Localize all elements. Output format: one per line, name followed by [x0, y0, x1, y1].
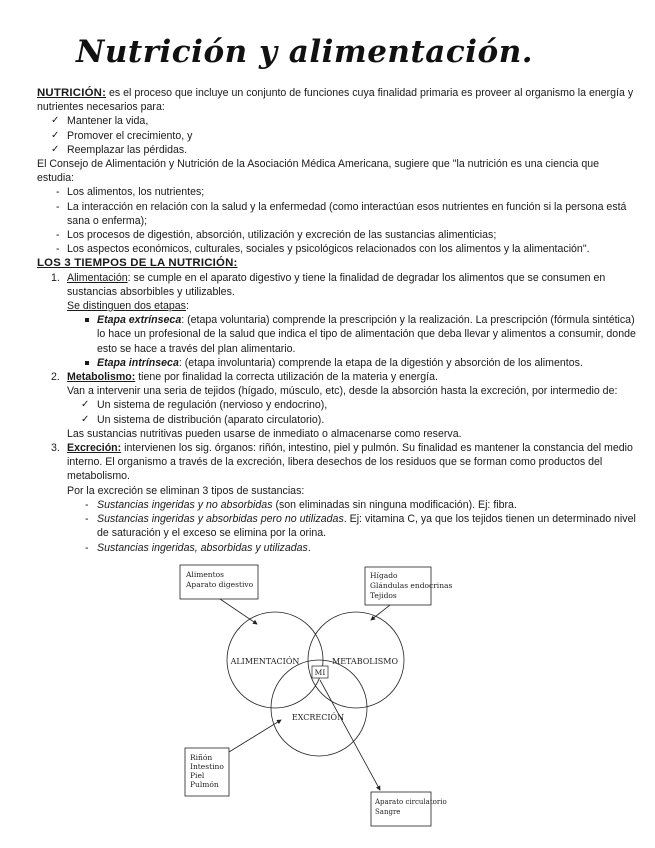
tiempos-heading: LOS 3 TIEMPOS DE LA NUTRICIÓN: [37, 257, 238, 270]
stages-heading-text: Se distinguen dos etapas [67, 300, 186, 313]
stage-text: : (etapa voluntaria) comprende la prescripción y la realización. La prescripción (fórmula sintética) lo hace un profesional de la salud que indica el tipo de alimentación que deba llevar y alimentos a consumir, donde esto se hace a través del plan alimentario. [97, 314, 636, 355]
excrecion-text [67, 441, 637, 484]
metabolismo-term: Metabolismo: [67, 371, 136, 384]
nutricion-definition: es el proceso que incluye un conjunto de funciones cuya finalidad primaria es proveer al organismo la energía y nutrientes necesarios para: [37, 87, 634, 114]
box-text: Piel [190, 771, 205, 780]
stages-heading-colon: : [185, 300, 189, 313]
alimentacion-term: Alimentación [67, 271, 128, 284]
list-number: 3. [51, 442, 60, 455]
systems-list [67, 398, 637, 426]
excrecion-description: intervienen los sig. órganos: riñón, intestino, piel y pulmón. Su finalidad es mantener la constancia del medio interno. El organismo a través de la excreción, libera desechos de los residuos que se forman como productos del metabolismo. [67, 442, 633, 483]
list-item: ✓ Promover el crecimiento, y [37, 129, 637, 143]
type-text: . [307, 541, 311, 554]
label-excrecion: EXCRECIÓN [291, 713, 345, 722]
center-label: MI [314, 668, 326, 677]
metabolismo-description: tiene por finalidad la correcta utilización de la materia y energía. [135, 371, 438, 384]
stage-term: Etapa intrínseca [97, 356, 179, 369]
box-text: Riñón [190, 753, 213, 762]
arrow-bottom-right [320, 680, 380, 790]
tiempo-alimentacion [37, 271, 637, 370]
list-number: 1. [51, 271, 60, 284]
purposes-list [37, 114, 637, 157]
list-item [67, 512, 637, 540]
box-text: Intestino [190, 762, 224, 771]
tiempo-metabolismo [37, 370, 637, 441]
arrow-top-left [220, 599, 257, 624]
list-item: ✓ Un sistema de distribución (aparato circulatorio). [67, 413, 637, 427]
list-item: ✓ Un sistema de regulación (nervioso y endocrino), [67, 398, 637, 412]
arrow-bottom-left [229, 720, 281, 752]
box-text: Alimentos [186, 570, 224, 579]
box-text: Tejidos [370, 591, 397, 600]
box-text: Sangre [375, 808, 401, 816]
tiempos-list [37, 271, 637, 555]
list-item: ✓ Mantener la vida, [37, 114, 637, 128]
list-item: - La interacción en relación con la salud y la enfermedad (como interactúan esos nutrientes en función si la persona está sana o enferma); [37, 200, 637, 228]
label-alimentacion: ALIMENTACIÓN [230, 657, 300, 666]
alimentacion-description: : se cumple en el aparato digestivo y tiene la finalidad de degradar los alimentos que se consumen en sustancias absorbibles y utilizables. [67, 271, 606, 298]
type-text: (son eliminadas sin ninguna modificación). Ej: fibra. [272, 498, 517, 511]
arrow-top-right [371, 605, 390, 620]
list-item: - Los alimentos, los nutrientes; [37, 185, 637, 199]
list-item: - Los procesos de digestión, absorción, utilización y excreción de las sustancias alimenticias; [37, 228, 637, 242]
metabolismo-intro: Van a intervenir una seria de tejidos (hígado, músculo, etc), desde la absorción hasta la excreción, por intermedio de: [67, 385, 618, 398]
stages-heading [67, 299, 637, 313]
document-body [37, 86, 637, 555]
type-text: . Ej: vitamina C, ya que los tejidos tienen un determinado nivel de saturación y el exceso se elimina por la orina. [97, 513, 636, 540]
metabolismo-text [67, 370, 637, 384]
box-text: Glándulas endocrinas [370, 581, 453, 590]
type-term: Sustancias ingeridas, absorbidas y utilizadas [97, 541, 308, 554]
box-text: Pulmón [190, 780, 219, 789]
list-item [67, 356, 637, 370]
studies-list [37, 185, 637, 256]
excrecion-term: Excreción: [67, 442, 122, 455]
stages-list [67, 313, 637, 370]
type-term: Sustancias ingeridas y no absorbidas [97, 498, 273, 511]
box-text: Aparato digestivo [186, 580, 254, 589]
list-item [67, 498, 637, 512]
box-text: Aparato circulatorio [375, 798, 447, 806]
page-title: Nutrición y alimentación. [76, 34, 534, 70]
excrecion-intro: Por la excreción se eliminan 3 tipos de sustancias: [67, 484, 305, 497]
list-item [67, 313, 637, 356]
nutricion-heading: NUTRICIÓN: [37, 87, 107, 99]
alimentacion-text [67, 271, 637, 299]
nutricion-paragraph [37, 86, 637, 114]
type-term: Sustancias ingeridas y absorbidas pero no utilizadas [97, 513, 344, 526]
list-number: 2. [51, 371, 60, 384]
list-item: ✓ Reemplazar las pérdidas. [37, 143, 637, 157]
metabolismo-note: Las sustancias nutritivas pueden usarse de inmediato o almacenarse como reserva. [67, 427, 462, 440]
types-list [67, 498, 637, 555]
tiempo-excrecion [37, 441, 637, 555]
box-text: Hígado [370, 571, 398, 580]
consejo-paragraph: El Consejo de Alimentación y Nutrición de la Asociación Médica Americana, sugiere que "la nutrición es una ciencia que estudia: [37, 158, 600, 185]
stage-text: : (etapa involuntaria) comprende la etapa de la digestión y absorción de los alimentos. [178, 356, 583, 369]
stage-term: Etapa extrínseca [97, 314, 182, 327]
venn-diagram [175, 562, 453, 842]
list-item [67, 541, 637, 555]
label-metabolismo: METABOLISMO [332, 657, 398, 666]
list-item: - Los aspectos económicos, culturales, sociales y psicológicos relacionados con los alimentos y la alimentación". [37, 242, 637, 256]
